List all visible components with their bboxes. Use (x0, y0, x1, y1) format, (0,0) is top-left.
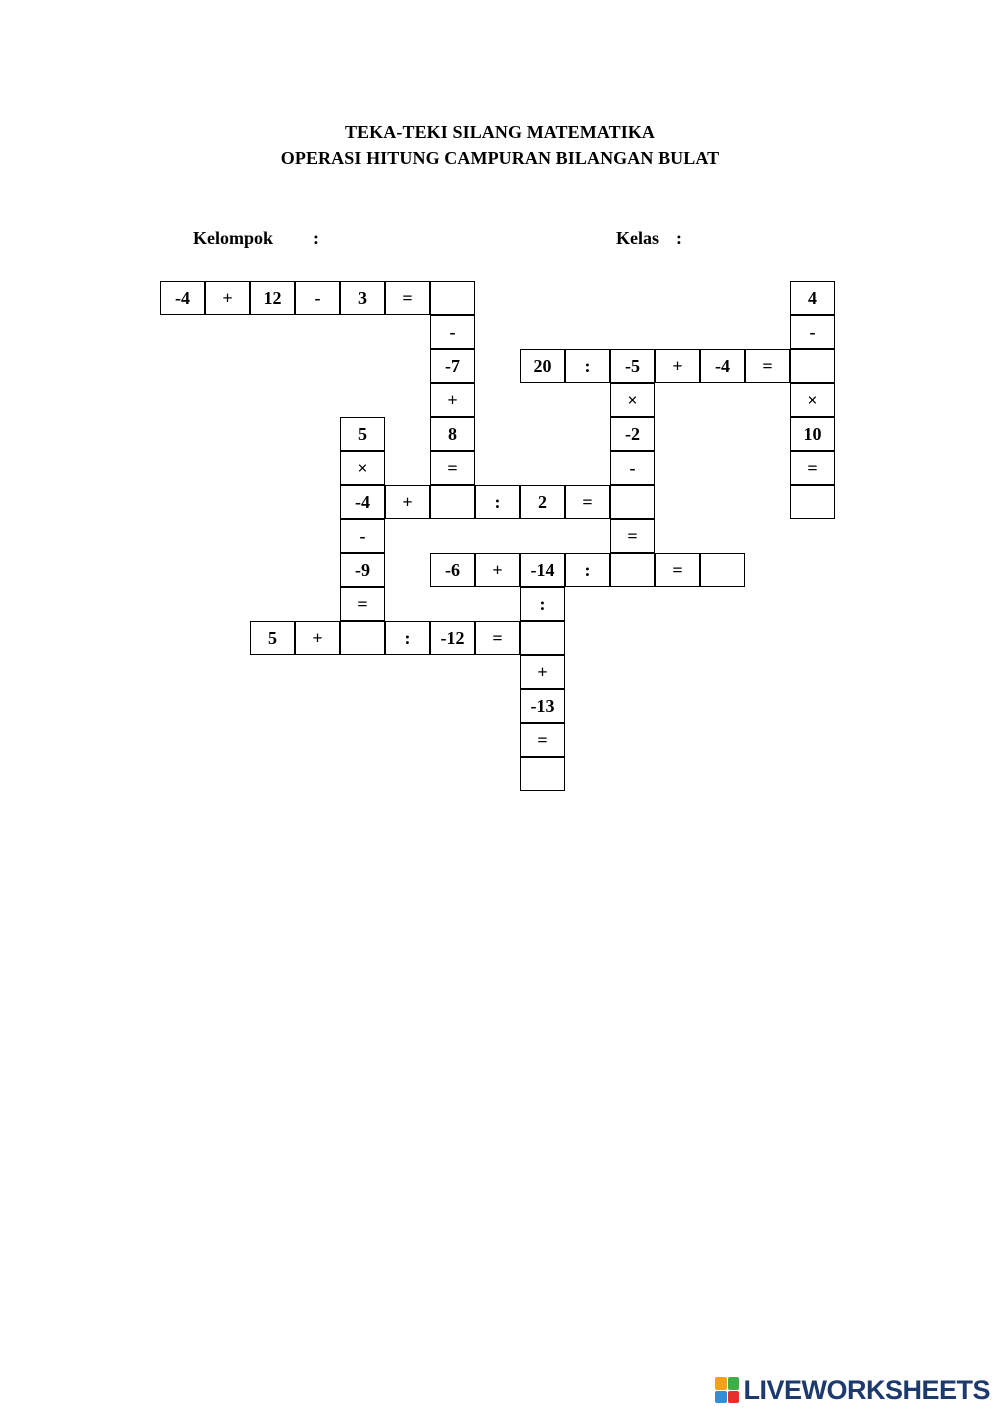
puzzle-cell: -7 (430, 349, 475, 383)
logo-square-2 (728, 1377, 740, 1390)
puzzle-cell: -9 (340, 553, 385, 587)
puzzle-cell: 2 (520, 485, 565, 519)
puzzle-cell: -5 (610, 349, 655, 383)
puzzle-cell: 5 (250, 621, 295, 655)
puzzle-cell: = (745, 349, 790, 383)
puzzle-cell: -6 (430, 553, 475, 587)
puzzle-cell: = (385, 281, 430, 315)
puzzle-cell: : (475, 485, 520, 519)
class-colon: : (676, 228, 682, 248)
puzzle-cell: - (295, 281, 340, 315)
puzzle-cell: 8 (430, 417, 475, 451)
title-line-1: TEKA-TEKI SILANG MATEMATIKA (344, 122, 656, 142)
puzzle-cell: × (610, 383, 655, 417)
puzzle-cell: 20 (520, 349, 565, 383)
group-colon: : (313, 228, 319, 248)
answer-input-cell[interactable] (520, 757, 565, 791)
puzzle-cell: - (610, 451, 655, 485)
puzzle-cell: = (520, 723, 565, 757)
puzzle-cell: = (655, 553, 700, 587)
puzzle-cell: × (340, 451, 385, 485)
puzzle-cell: : (385, 621, 430, 655)
puzzle-cell: = (475, 621, 520, 655)
answer-input-cell[interactable] (790, 485, 835, 519)
puzzle-cell: + (295, 621, 340, 655)
title-line-2: OPERASI HITUNG CAMPURAN BILANGAN BULAT (280, 148, 720, 168)
group-label: Kelompok (193, 228, 274, 248)
liveworksheets-logo (715, 1375, 990, 1405)
puzzle-cell: 5 (340, 417, 385, 451)
puzzle-cell: -12 (430, 621, 475, 655)
puzzle-cell: - (340, 519, 385, 553)
puzzle-cell: × (790, 383, 835, 417)
class-label: Kelas (616, 228, 659, 248)
logo-square-4 (728, 1391, 740, 1404)
puzzle-cell: - (790, 315, 835, 349)
puzzle-cell: 12 (250, 281, 295, 315)
puzzle-cell: 10 (790, 417, 835, 451)
answer-input-cell[interactable] (790, 349, 835, 383)
answer-input-cell[interactable] (700, 553, 745, 587)
puzzle-cell: : (565, 349, 610, 383)
puzzle-cell: 3 (340, 281, 385, 315)
puzzle-cell: -13 (520, 689, 565, 723)
puzzle-cell: + (205, 281, 250, 315)
logo-square-1 (715, 1377, 727, 1390)
answer-input-cell[interactable] (520, 621, 565, 655)
puzzle-cell: : (520, 587, 565, 621)
puzzle-cell: -4 (700, 349, 745, 383)
puzzle-cell: = (610, 519, 655, 553)
answer-input-cell[interactable] (430, 281, 475, 315)
answer-input-cell[interactable] (430, 485, 475, 519)
puzzle-cell: -2 (610, 417, 655, 451)
puzzle-cell: - (430, 315, 475, 349)
logo-text: LIVEWORKSHEETS (743, 1374, 990, 1405)
puzzle-cell: + (655, 349, 700, 383)
puzzle-cell: = (340, 587, 385, 621)
answer-input-cell[interactable] (610, 485, 655, 519)
puzzle-cell: + (430, 383, 475, 417)
puzzle-cell: : (565, 553, 610, 587)
puzzle-cell: -4 (340, 485, 385, 519)
logo-icon (715, 1377, 739, 1403)
logo-square-3 (715, 1391, 727, 1404)
answer-input-cell[interactable] (610, 553, 655, 587)
puzzle-cell: + (520, 655, 565, 689)
puzzle-cell: -14 (520, 553, 565, 587)
puzzle-cell: -4 (160, 281, 205, 315)
puzzle-cell: = (565, 485, 610, 519)
puzzle-cell: = (430, 451, 475, 485)
answer-input-cell[interactable] (340, 621, 385, 655)
puzzle-cell: = (790, 451, 835, 485)
puzzle-cell: + (385, 485, 430, 519)
puzzle-cell: 4 (790, 281, 835, 315)
puzzle-cell: + (475, 553, 520, 587)
